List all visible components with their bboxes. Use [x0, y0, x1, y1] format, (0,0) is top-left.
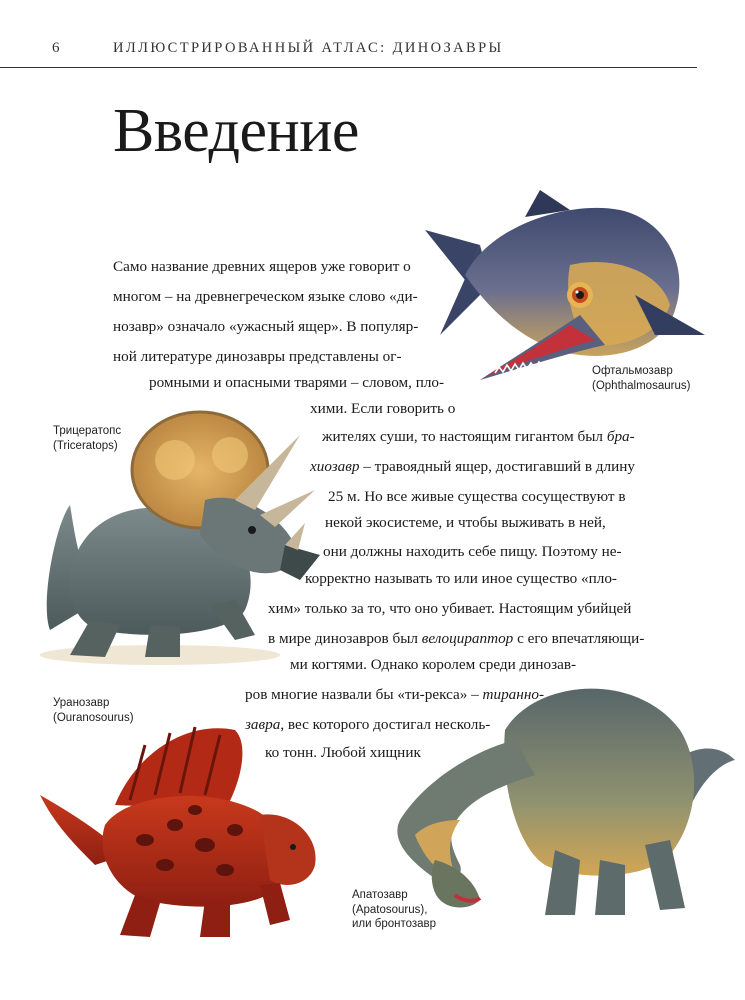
- body-line: ко тонн. Любой хищник: [265, 744, 421, 761]
- body-line: в мире динозавров был велоцираптор с его впечатляющи-: [268, 630, 645, 647]
- body-line: ной литературе динозавры представлены ог-: [113, 348, 402, 365]
- body-line: они должны находить себе пищу. Поэтому не-: [323, 543, 622, 560]
- header-rule: [0, 67, 697, 68]
- caption-apatosaurus: Апатозавр (Apatosourus), или бронтозавр: [352, 889, 437, 930]
- page-header: [0, 0, 745, 72]
- body-line: хим» только за то, что оно убивает. Настоящим убийцей: [268, 600, 632, 617]
- body-line: 25 м. Но все живые существа сосуществуют в: [328, 488, 626, 505]
- apatosaurus-illustration: [385, 670, 740, 925]
- body-line: завра, вес которого достигал несколь-: [245, 716, 491, 733]
- body-line: хиозавр – травоядный ящер, достигавший в длину: [310, 458, 635, 475]
- body-line: некой экосистеме, и чтобы выживать в ней,: [325, 514, 606, 531]
- body-line: жителях суши, то настоящим гигантом был бра-: [322, 428, 635, 445]
- body-line: ров многие назвали бы «ти-рекса» – тиранно-: [245, 686, 545, 703]
- ouranosaurus-illustration: [35, 715, 325, 945]
- body-line: Само название древних ящеров уже говорит о: [113, 258, 411, 275]
- page-title: Введение: [113, 97, 359, 165]
- body-line: ромными и опасными тварями – словом, пло-: [149, 374, 445, 391]
- running-title: ИЛЛЮСТРИРОВАННЫЙ АТЛАС: ДИНОЗАВРЫ: [113, 40, 504, 56]
- caption-ophthalmosaurus: Офтальмозавр (Ophthalmosaurus): [592, 365, 691, 392]
- page-number: 6: [52, 40, 60, 56]
- body-line: корректно называть то или иное существо «пло-: [305, 570, 617, 587]
- ophthalmosaurus-illustration: [420, 185, 720, 390]
- body-line: хими. Если говорить о: [310, 400, 456, 417]
- body-line: многом – на древнегреческом языке слово «ди-: [113, 288, 418, 305]
- caption-triceratops: Трицератопс (Triceratops): [53, 425, 122, 452]
- body-line: ми когтями. Однако королем среди динозав-: [290, 656, 577, 673]
- body-line: нозавр» означало «ужасный ящер». В популяр-: [113, 318, 419, 335]
- caption-ouranosaurus: Уранозавр (Ouranosourus): [53, 697, 134, 724]
